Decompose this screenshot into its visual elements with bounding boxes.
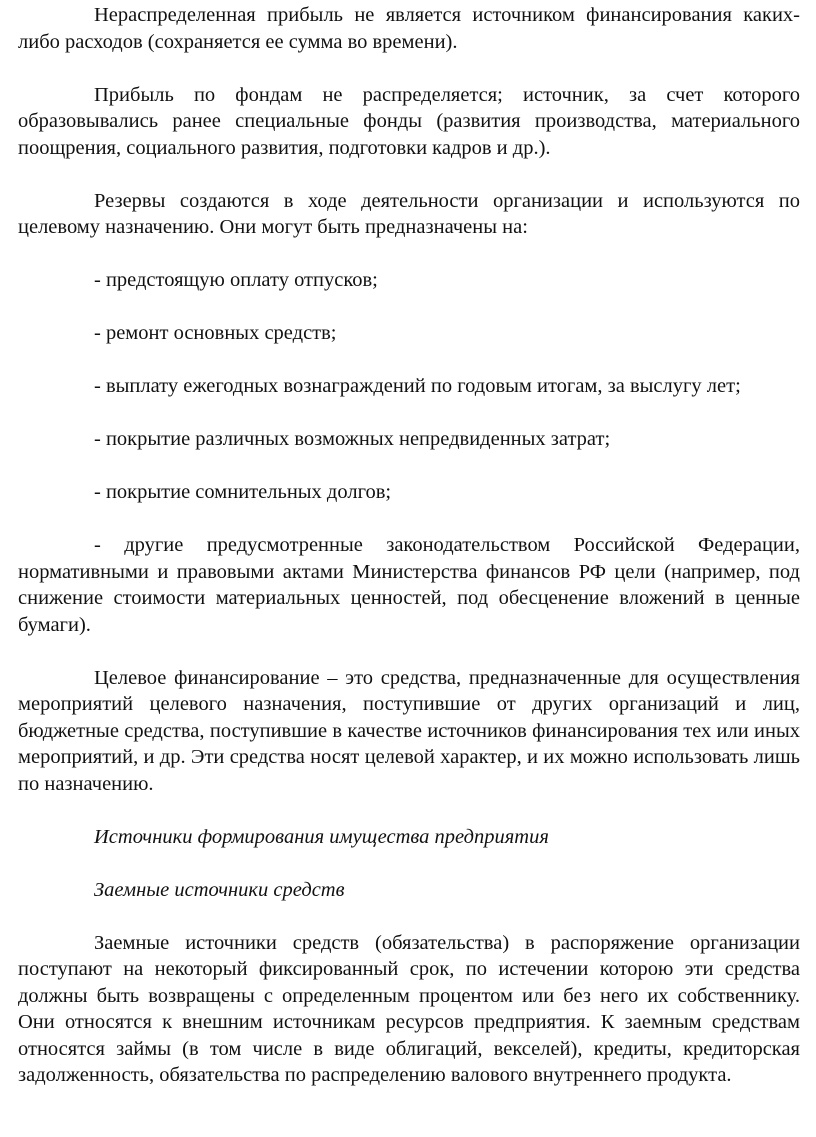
subsection-heading-borrowed-sources: Заемные источники средств <box>94 878 345 901</box>
list-item-doubtful-debts: - покрытие сомнительных долгов; <box>94 481 392 503</box>
paragraph-borrowed-sources: Заемные источники средств (обязательства) в распоряжение организации поступают на некоторый фиксированный срок, по истечении которою эти средства должны быть возвращены с определенным процентом или без него их собственнику. Они относятся к внешним источникам ресурсов предприятия. К заемным средствам относятся займы (в том числе в виде облигаций, векселей), кредиты, кредиторская задолженность, обязательства по распределению валового внутреннего продукта. <box>18 931 800 1086</box>
list-item-repair: - ремонт основных средств; <box>94 322 337 344</box>
paragraph-targeted-financing: Целевое финансирование – это средства, предназначенные для осуществления мероприятий целевого назначения, поступившие от других организаций и лиц, бюджетные средства, поступившие в качестве источников финансирования тех или иных мероприятий, и др. Эти средства носят целевой характер, и их можно использовать лишь по назначению. <box>18 666 800 795</box>
list-item-unforeseen-costs: - покрытие различных возможных непредвиденных затрат; <box>94 428 611 450</box>
paragraph-reserves: Резервы создаются в ходе деятельности организации и используются по целевому назначению. Они могут быть предназначены на: <box>18 189 800 238</box>
paragraph-profit-funds: Прибыль по фондам не распределяется; источник, за счет которого образовывались ранее специальные фонды (развития производства, материального поощрения, социального развития, подготовки кадров и др.). <box>18 83 800 159</box>
list-item-vacation-pay: - предстоящую оплату отпусков; <box>94 269 378 291</box>
list-item-other-purposes: - другие предусмотренные законодательством Российской Федерации, нормативными и правовыми актами Министерства финансов РФ цели (например, под снижение стоимости материальных ценностей, под обесценение вложений в ценные бумаги). <box>18 534 800 636</box>
document-page <box>0 2 816 1137</box>
list-item-annual-rewards: - выплату ежегодных вознаграждений по годовым итогам, за выслугу лет; <box>94 375 741 397</box>
section-heading-property-sources: Источники формирования имущества предприятия <box>94 825 549 848</box>
paragraph-retained-earnings: Нераспределенная прибыль не является источником финансирования каких-либо расходов (сохраняется ее сумма во времени). <box>18 4 800 53</box>
